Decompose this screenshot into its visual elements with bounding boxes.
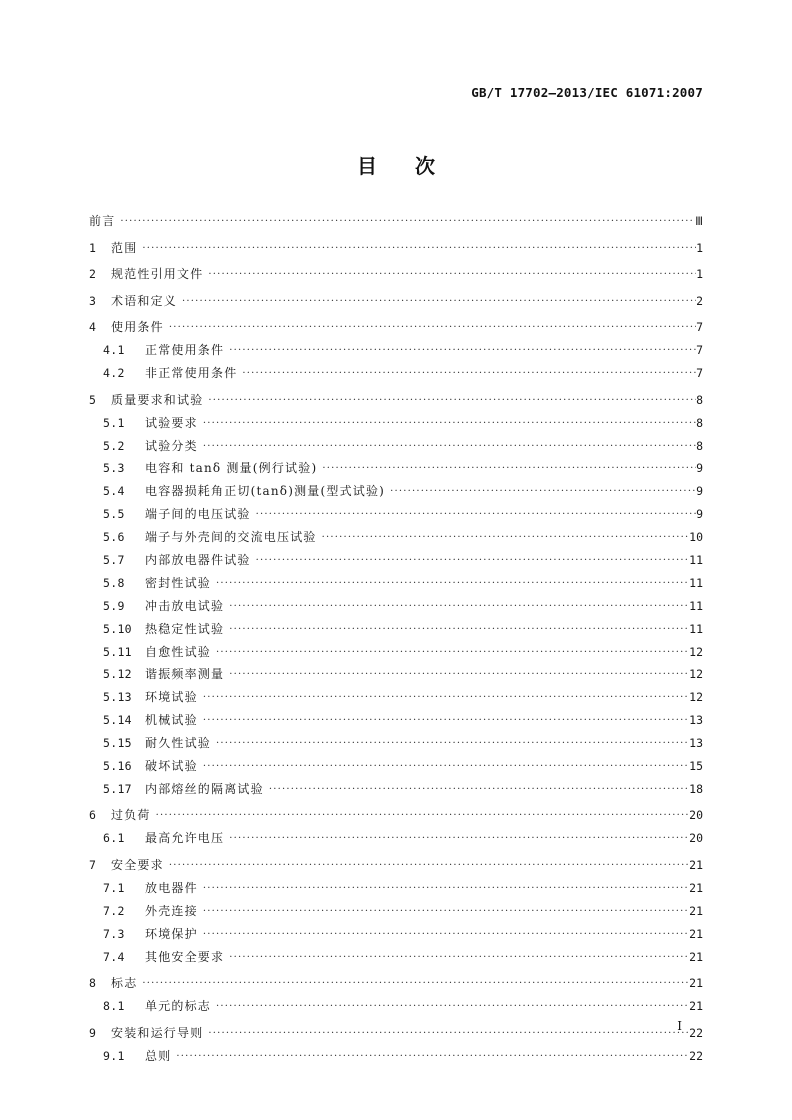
toc-entry[interactable] [89,690,703,706]
toc-entry-page: 21 [689,857,703,872]
toc-entry-number: 5.13 [103,690,132,705]
toc-entry[interactable] [89,950,703,966]
toc-dot-leader [226,832,689,846]
toc-entry-page: 21 [689,976,703,991]
page-title: 目次 [357,154,473,178]
toc-entry[interactable] [89,576,703,592]
toc-dot-leader [319,462,696,476]
toc-dot-leader [226,623,689,637]
toc-dot-leader [213,737,689,751]
toc-dot-leader [200,714,689,728]
toc-entry[interactable] [89,416,703,432]
toc-entry-title: 耐久性试验 [145,736,212,751]
toc-entry-page: 8 [696,392,703,407]
toc-entry-page: 7 [696,366,703,381]
toc-dot-leader [253,554,690,568]
toc-dot-leader [200,760,689,774]
toc-entry-title: 过负荷 [111,808,151,823]
toc-entry-page: 8 [696,415,703,430]
toc-entry-number: 5.16 [103,759,132,773]
toc-dot-leader [200,905,689,919]
toc-dot-leader [205,394,696,408]
toc-entry[interactable] [89,294,703,310]
toc-entry[interactable] [89,461,703,477]
toc-entry-title: 正常使用条件 [145,343,225,358]
toc-entry-page: 22 [689,1025,703,1040]
toc-entry-number: 5.17 [103,781,132,796]
toc-entry-number: 7 [89,857,97,872]
toc-entry-title: 安全要求 [111,857,164,872]
toc-entry-number: 5 [89,392,97,407]
toc-entry-number: 9 [89,1025,97,1040]
toc-entry[interactable] [89,759,703,775]
toc-entry-number: 4.2 [103,366,125,381]
toc-entry-title: 质量要求和试验 [111,392,204,407]
toc-entry-page: 7 [696,343,703,358]
toc-entry[interactable] [89,881,703,897]
toc-entry-title: 放电器件 [145,880,198,895]
toc-entry-title: 环境保护 [145,926,198,941]
toc-dot-leader [200,440,696,454]
toc-entry-title: 内部熔丝的隔离试验 [145,781,264,796]
toc-entry-number: 4 [89,320,97,335]
toc-entry-page: 12 [689,690,703,705]
toc-dot-leader [213,1000,689,1014]
toc-entry-number: 3 [89,293,97,308]
toc-entry[interactable] [89,831,703,847]
toc-entry-number: 5.4 [103,484,125,499]
toc-entry-title: 热稳定性试验 [145,621,225,636]
toc-entry-page: 13 [689,736,703,751]
toc-entry[interactable] [89,366,703,382]
toc-dot-leader [153,809,690,823]
toc-dot-leader [239,367,696,381]
toc-entry-number: 5.1 [103,415,125,430]
toc-entry[interactable] [89,808,703,824]
toc-entry-title: 试验要求 [145,415,198,430]
toc-dot-leader [213,646,689,660]
toc-entry-number: 8 [89,976,97,991]
toc-entry[interactable] [89,393,703,409]
toc-entry-title: 前言 [89,214,116,228]
toc-dot-leader [139,242,696,256]
toc-dot-leader [166,321,696,335]
toc-dot-leader [266,783,689,797]
toc-entry-title: 内部放电器件试验 [145,552,251,567]
toc-entry-page: 12 [689,667,703,682]
toc-entry[interactable] [89,241,703,257]
toc-entry-title: 范围 [111,240,138,255]
toc-dot-leader [226,951,689,965]
toc-entry[interactable] [89,976,703,992]
toc-entry-title: 标志 [111,976,138,991]
toc-dot-leader [205,268,696,282]
toc-entry-title: 使用条件 [111,320,164,335]
toc-entry-page: 2 [696,293,703,308]
toc-entry-number: 6 [89,808,97,823]
toc-entry-number: 5.15 [103,736,132,751]
toc-dot-leader [226,344,696,358]
toc-dot-leader [226,600,689,614]
toc-entry[interactable] [89,736,703,752]
toc-entry-title: 环境试验 [145,690,198,705]
toc-dot-leader [200,882,689,896]
toc-entry[interactable] [89,484,703,500]
toc-entry-number: 7.3 [103,926,125,941]
toc-entry-page: 9 [696,461,703,476]
toc-entry-page: 9 [696,484,703,499]
toc-entry-page: Ⅲ [695,214,703,228]
toc-entry-number: 9.1 [103,1048,125,1063]
standard-code-header: GB/T 17702—2013/IEC 61071:2007 [471,85,703,100]
toc-entry-title: 非正常使用条件 [145,366,238,381]
toc-entry-title: 机械试验 [145,713,198,728]
toc-entry-title: 安装和运行导则 [111,1025,204,1040]
toc-entry-page: 1 [696,267,703,282]
toc-entry-number: 5.5 [103,507,125,522]
toc-entry-number: 5.10 [103,621,132,636]
toc-dot-leader [205,1027,689,1041]
toc-entry-page: 18 [689,781,703,796]
toc-dot-leader [200,691,689,705]
toc-entry-number: 7.1 [103,880,125,895]
toc-entry[interactable] [89,507,703,523]
toc-entry-page: 8 [696,438,703,453]
toc-dot-leader [200,417,696,431]
toc-dot-leader [213,577,689,591]
toc-entry-title: 外壳连接 [145,903,198,918]
toc-entry-number: 5.7 [103,552,125,567]
toc-entry-page: 21 [689,926,703,941]
toc-entry-title: 密封性试验 [145,575,212,590]
toc-entry-page: 11 [689,598,703,613]
toc-entry[interactable] [89,782,703,798]
toc-dot-leader [166,859,689,873]
toc-entry-title: 谐振频率测量 [145,667,225,682]
toc-entry-page: 22 [689,1048,703,1063]
toc-entry[interactable] [89,1026,703,1042]
toc-entry-page: 11 [689,575,703,590]
toc-dot-leader [117,215,695,229]
toc-dot-leader [179,295,696,309]
toc-entry-page: 13 [689,713,703,728]
toc-entry[interactable] [89,667,703,683]
toc-entry-number: 2 [89,267,97,282]
toc-entry-number: 5.14 [103,713,132,728]
toc-entry-title: 规范性引用文件 [111,267,204,282]
toc-entry[interactable] [89,713,703,729]
toc-entry-number: 7.4 [103,949,125,964]
toc-dot-leader [319,531,690,545]
toc-entry[interactable] [89,999,703,1015]
toc-entry-title: 试验分类 [145,438,198,453]
toc-entry-title: 电容和 tanδ 测量(例行试验) [145,461,318,476]
toc-dot-leader [173,1050,689,1064]
toc-entry-title: 其他安全要求 [145,949,225,964]
toc-entry-number: 5.12 [103,667,132,682]
toc-entry-number: 6.1 [103,831,125,846]
toc-entry-title: 破坏试验 [145,759,198,773]
toc-entry-title: 端子与外壳间的交流电压试验 [145,530,317,545]
toc-entry-page: 21 [689,999,703,1014]
toc-entry-number: 5.11 [103,644,132,659]
toc-entry-page: 20 [689,808,703,823]
toc-entry[interactable] [89,1049,703,1065]
toc-dot-leader [253,508,696,522]
toc-entry-number: 7.2 [103,903,125,918]
toc-entry[interactable] [89,439,703,455]
toc-entry[interactable] [89,599,703,615]
toc-entry-title: 端子间的电压试验 [145,507,251,522]
toc-entry-number: 8.1 [103,999,125,1014]
toc-entry-page: 7 [696,320,703,335]
toc-entry-page: 21 [689,880,703,895]
toc-entry[interactable] [89,214,703,230]
toc-entry[interactable] [89,530,703,546]
toc-entry[interactable] [89,622,703,638]
toc-entry[interactable] [89,267,703,283]
page-folio: Ⅰ [677,1019,682,1033]
toc-dot-leader [387,485,696,499]
toc-dot-leader [139,977,689,991]
toc-entry-page: 12 [689,644,703,659]
toc-entry-number: 5.8 [103,575,125,590]
toc-entry-page: 21 [689,903,703,918]
toc-entry-number: 5.9 [103,598,125,613]
toc-entry-title: 术语和定义 [111,293,178,308]
toc-entry[interactable] [89,343,703,359]
toc-entry[interactable] [89,927,703,943]
toc-entry-title: 单元的标志 [145,999,212,1014]
toc-entry[interactable] [89,645,703,661]
table-of-contents [89,214,703,1065]
toc-entry-title: 电容器损耗角正切(tanδ)测量(型式试验) [145,484,386,499]
toc-entry-page: 10 [689,530,703,545]
toc-entry-title: 自愈性试验 [145,644,212,659]
toc-entry[interactable] [89,320,703,336]
toc-entry[interactable] [89,904,703,920]
toc-entry-number: 5.6 [103,530,125,545]
toc-entry-page: 1 [696,240,703,255]
toc-entry-page: 9 [696,507,703,522]
toc-entry-page: 11 [689,621,703,636]
toc-entry-page: 11 [689,552,703,567]
toc-entry-number: 1 [89,240,97,255]
toc-entry-number: 5.2 [103,438,125,453]
toc-entry[interactable] [89,553,703,569]
toc-entry-page: 21 [689,949,703,964]
toc-dot-leader [226,668,689,682]
toc-entry[interactable] [89,858,703,874]
toc-dot-leader [200,928,689,942]
toc-entry-title: 冲击放电试验 [145,598,225,613]
toc-entry-number: 4.1 [103,343,125,358]
toc-entry-number: 5.3 [103,461,125,476]
toc-entry-title: 最高允许电压 [145,831,225,846]
toc-entry-page: 15 [689,759,703,773]
toc-entry-title: 总则 [145,1048,172,1063]
toc-entry-page: 20 [689,831,703,846]
